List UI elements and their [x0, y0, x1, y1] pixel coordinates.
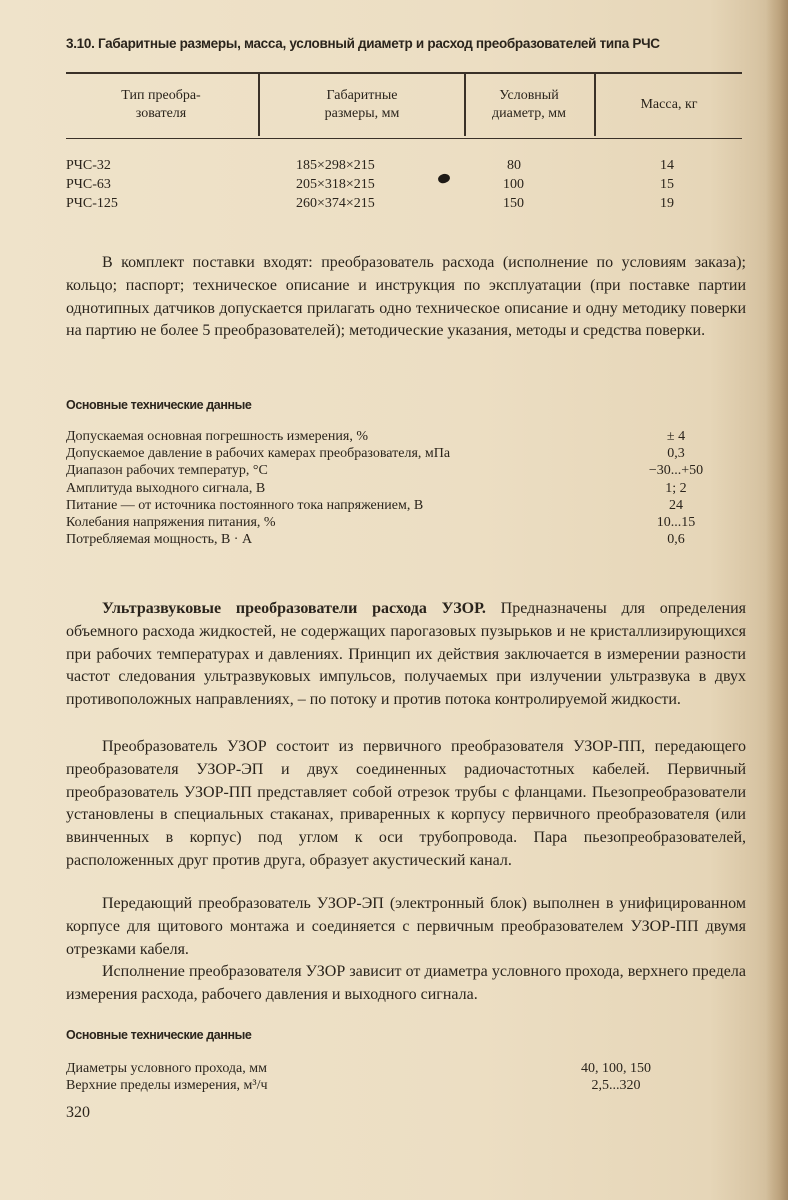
spec-list-2 — [66, 1060, 746, 1094]
cell-mass: 19 — [660, 196, 674, 211]
cell-dimensions: 260×374×215 — [296, 196, 375, 211]
header-dimensions: Габаритные размеры, мм — [324, 88, 400, 121]
cell-type: РЧС-125 — [66, 196, 118, 211]
table-body — [66, 156, 742, 213]
spec-heading-2: Основные технические данные — [66, 1028, 252, 1042]
spec-heading: Основные технические данные — [66, 398, 252, 412]
table-row — [66, 194, 742, 213]
spec-label: Допускаемое давление в рабочих камерах преобразователя, мПа — [66, 446, 451, 462]
cell-type: РЧС-32 — [66, 158, 111, 173]
spec-row — [66, 497, 746, 514]
spec-value: −30...+50 — [648, 463, 704, 479]
spec-value: ± 4 — [666, 429, 686, 444]
spec-row — [66, 1060, 746, 1077]
spec-row — [66, 462, 746, 479]
cell-mass: 14 — [660, 158, 674, 173]
spec-value: 40, 100, 150 — [581, 1061, 651, 1076]
spec-label: Потребляемая мощность, В · А — [66, 532, 253, 548]
spec-label: Верхние пределы измерения, м³/ч — [66, 1078, 268, 1094]
header-mass: Масса, кг — [640, 97, 698, 112]
table-row — [66, 175, 742, 194]
table-header — [66, 72, 742, 139]
spec-label: Амплитуда выходного сигнала, В — [66, 480, 266, 496]
spec-value: 2,5...320 — [591, 1078, 641, 1094]
cell-diameter: 100 — [503, 177, 524, 192]
cell-type: РЧС-63 — [66, 177, 111, 192]
spec-label: Колебания напряжения питания, % — [66, 514, 276, 530]
uzor-paragraph-1 — [66, 598, 746, 712]
header-diameter: Условный диаметр, мм — [492, 88, 566, 121]
uzor-paragraph-2: Преобразователь УЗОР состоит из первичного преобразователя УЗОР-ПП, передающего преобразователя УЗОР-ЭП и двух соединенных радиочастотных кабелей. Первичный преобразователь УЗОР-ПП представляет собой отрезок трубы с фланцами. Пьезопреобразователи установлены в специальных стаканах, приваренных к корпусу первичного преобразователя (или ввинченных в корпус) под углом к оси трубопровода. Пара пьезопреобразователей, расположенных друг против друга, образует акустический канал. — [66, 738, 746, 869]
uzor-paragraph-4: Исполнение преобразователя УЗОР зависит от диаметра условного прохода, верхнего предела измерения расхода, рабочего давления и выходного сигнала. — [66, 963, 746, 1003]
spec-row — [66, 480, 746, 497]
cell-diameter: 80 — [507, 158, 521, 173]
spec-row — [66, 514, 746, 531]
spec-value: 0,6 — [667, 532, 685, 548]
spec-label: Питание — от источника постоянного тока напряжением, В — [66, 497, 424, 513]
uzor-lead: Ультразвуковые преобразователи расхода УЗОР. — [102, 600, 486, 617]
spec-label: Диаметры условного прохода, мм — [66, 1061, 267, 1076]
cell-dimensions: 185×298×215 — [296, 158, 375, 173]
page-number: 320 — [66, 1104, 90, 1121]
cell-dimensions: 205×318×215 — [296, 177, 375, 192]
spec-value: 1; 2 — [665, 480, 687, 496]
uzor-paragraph-3: Передающий преобразователь УЗОР-ЭП (электронный блок) выполнен в унифицированном корпусе для щитового монтажа и соединяется с первичным преобразователем УЗОР-ПП двумя отрезками кабеля. — [66, 895, 746, 958]
spec-value: 24 — [669, 497, 683, 513]
cell-diameter: 150 — [503, 196, 524, 211]
spec-row — [66, 531, 746, 548]
page-edge-shadow — [766, 0, 788, 1200]
spec-list — [66, 428, 746, 548]
cell-mass: 15 — [660, 177, 674, 192]
uzor-p1-text: Предназначены для определения объемного расхода жидкостей, не содержащих парогазовых пузырьков и не кристаллизирующихся при рабочих температурах и давлениях. Принцип их действия заключается в измерении разности частот следования ультразвуковых импульсов, получаемых при излучении ультразвука в двух противоположных направлениях, – по потоку и против потока контролируемой жидкости. — [66, 600, 746, 709]
spec-label: Допускаемая основная погрешность измерения, % — [66, 429, 368, 444]
spec-value: 10...15 — [656, 514, 696, 530]
header-type: Тип преобра- зователя — [121, 88, 201, 121]
spec-row — [66, 445, 746, 462]
spec-value: 0,3 — [667, 446, 685, 462]
spec-row — [66, 428, 746, 445]
spec-row — [66, 1077, 746, 1094]
spec-label: Диапазон рабочих температур, °С — [66, 463, 268, 479]
delivery-paragraph: В комплект поставки входят: преобразователь расхода (исполнение по условиям заказа); кольцо; паспорт; техническое описание и инструкция по эксплуатации (при поставке партии однотипных датчиков допускается прилагать одно техническое описание и одну методику поверки на партию не более 5 преобразователей); методические указания, методы и средства поверки. — [66, 254, 746, 340]
table-title: 3.10. Габаритные размеры, масса, условный диаметр и расход преобразователей типа РЧС — [66, 36, 660, 51]
table-row — [66, 156, 742, 175]
